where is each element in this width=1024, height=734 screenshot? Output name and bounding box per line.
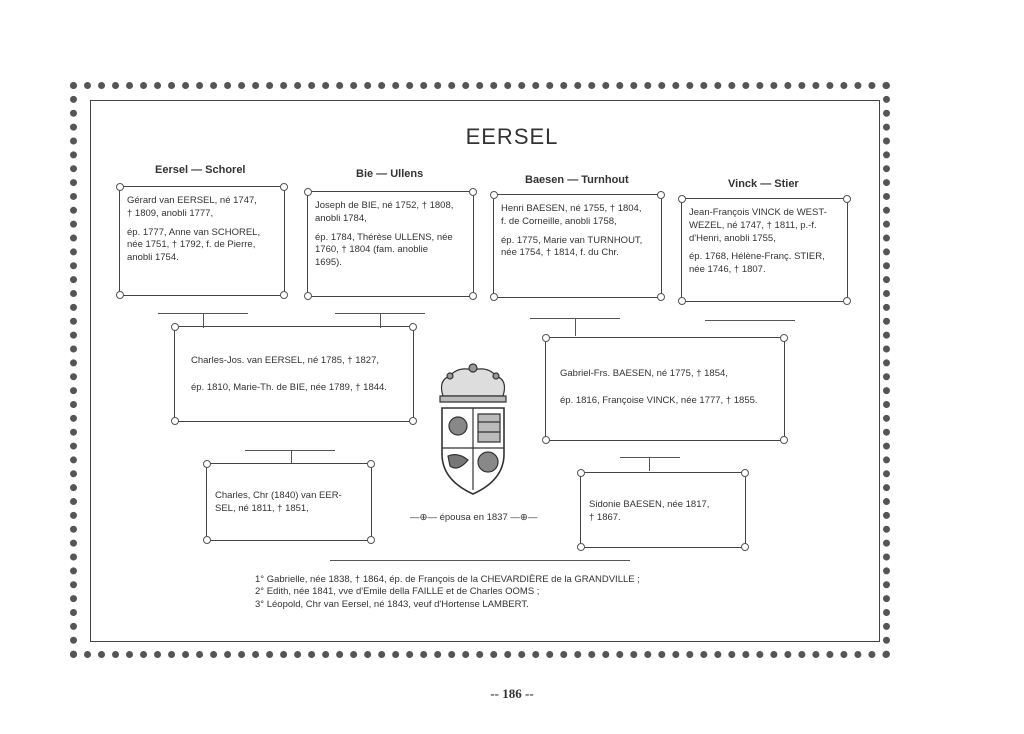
page-number: -- 186 -- — [490, 686, 534, 701]
box-line: Jean-François VINCK de WEST- — [689, 207, 827, 218]
family-box-charles-jos-van-eersel — [174, 326, 414, 422]
box-line: née 1746, † 1807. — [689, 264, 766, 276]
coat-of-arms — [428, 362, 518, 502]
box-line: SEL, né 1811, † 1851, — [215, 502, 309, 514]
box-line: f. de Corneille, anobli 1758, — [501, 215, 617, 227]
family-box-sidonie-baesen — [580, 472, 746, 548]
box-line: ép. 1810, Marie-Th. de BIE, née 1789, † 1844. — [191, 381, 387, 393]
child-entry: 2° Edith, née 1841, vve d'Emile della FAILLE et de Charles OOMS ; — [255, 586, 540, 598]
connector-line — [649, 457, 650, 471]
box-line: anobli 1754. — [127, 252, 179, 264]
box-line: née 1751, † 1792, f. de Pierre, — [127, 239, 256, 251]
box-line: Gérard van EERSEL, né 1747, — [127, 195, 257, 206]
box-line: † 1809, anobli 1777, — [127, 207, 214, 219]
box-line: Henri BAESEN, né 1755, † 1804, — [501, 203, 642, 214]
connector-line — [575, 318, 576, 336]
family-box-eersel-schorel — [119, 186, 285, 296]
connector-line — [245, 450, 335, 451]
child-entry: 3° Léopold, Chr van Eersel, né 1843, veuf d'Hortense LAMBERT. — [255, 598, 529, 610]
box-line: anobli 1784, — [315, 212, 367, 224]
child-entry: 1° Gabrielle, née 1838, † 1864, ép. de François de la CHEVARDIÈRE de la GRANDVILLE ; — [255, 574, 640, 585]
box-line: ép. 1768, Hélène-Franç. STIER, — [689, 251, 825, 263]
box-line: Charles, Chr (1840) van EER- — [215, 490, 342, 501]
couple-heading-bie-ullens: Bie — Ullens — [356, 168, 424, 180]
married-label: —⊕— épousa en 1837 —⊕— — [410, 512, 538, 523]
box-line: Charles-Jos. van EERSEL, né 1785, † 1827, — [191, 355, 380, 366]
couple-heading-vinck-stier: Vinck — Stier — [728, 178, 799, 190]
box-line: Joseph de BIE, né 1752, † 1808, — [315, 200, 454, 211]
family-box-bie-ullens — [307, 191, 474, 297]
ornament-divider — [330, 560, 630, 561]
box-line: WEZEL, né 1747, † 1811, p.-f. — [689, 219, 817, 231]
box-line: ép. 1777, Anne van SCHOREL, — [127, 226, 261, 238]
box-line: ép. 1784, Thérèse ULLENS, née — [315, 231, 453, 243]
family-box-gabriel-baesen — [545, 337, 785, 441]
children-list — [255, 574, 640, 611]
family-box-charles-van-eersel — [206, 463, 372, 541]
box-line: ép. 1816, Françoise VINCK, née 1777, † 1855. — [560, 394, 758, 406]
box-line: 1760, † 1804 (fam. anoblie — [315, 244, 429, 256]
box-line: ép. 1775, Marie van TURNHOUT, — [501, 234, 643, 246]
box-line: Gabriel-Frs. BAESEN, né 1775, † 1854, — [560, 368, 728, 379]
box-line: née 1754, † 1814, f. du Chr. — [501, 247, 619, 259]
family-box-baesen-turnhout — [493, 194, 662, 298]
box-line: Sidonie BAESEN, née 1817, — [589, 499, 710, 510]
box-line: 1695). — [315, 257, 342, 269]
couple-heading-baesen-turnhout: Baesen — Turnhout — [525, 174, 629, 186]
box-line: † 1867. — [589, 511, 621, 523]
family-box-vinck-stier — [681, 198, 848, 302]
connector-line — [705, 320, 795, 321]
page-title: EERSEL — [465, 124, 559, 149]
connector-line — [620, 457, 680, 458]
connector-line — [291, 450, 292, 464]
couple-heading-eersel-schorel: Eersel — Schorel — [155, 164, 246, 176]
coat-of-arms-icon — [428, 362, 518, 502]
box-line: d'Henri, anobli 1755, — [689, 232, 776, 244]
